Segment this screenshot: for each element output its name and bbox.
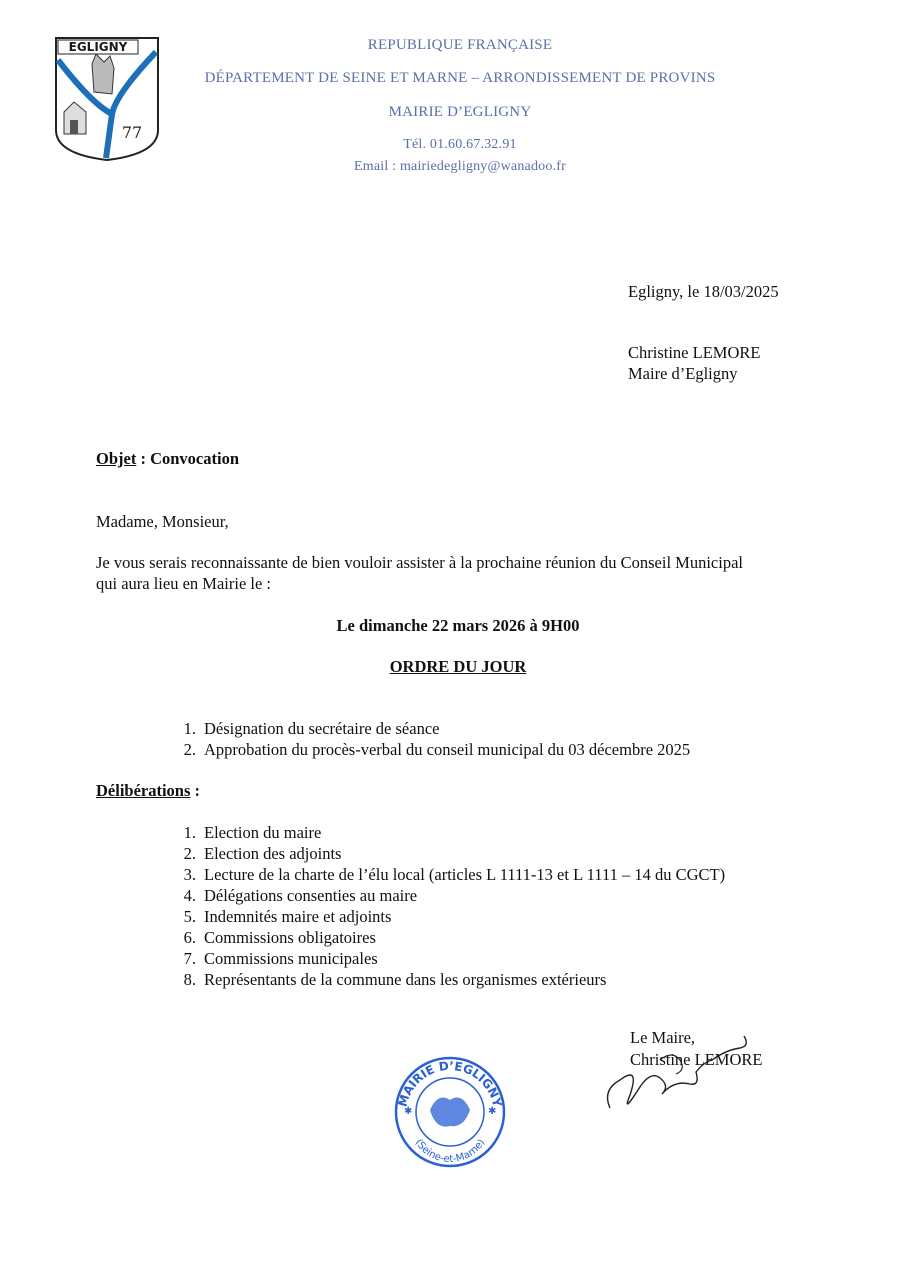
agenda-item: 2. Approbation du procès-verbal du conseil municipal du 03 décembre 2025 — [183, 740, 691, 759]
agenda-title: ORDRE DU JOUR — [389, 657, 527, 676]
header-mairie: MAIRIE D’EGLIGNY — [388, 104, 532, 120]
object-label: Objet — [96, 449, 137, 468]
deliberations-title: Délibérations — [96, 781, 191, 800]
signature-scribble — [600, 1020, 770, 1120]
stamp-top-text: MAIRIE D’EGLIGNY — [395, 1058, 505, 1109]
object-sep: : — [136, 449, 151, 468]
header-department: DÉPARTEMENT DE SEINE ET MARNE – ARRONDISSEMENT DE PROVINS — [204, 70, 716, 86]
intro-line-2: qui aura lieu en Mairie le : — [96, 574, 272, 593]
egligny-crest-logo — [52, 34, 162, 162]
deliberation-item: 5. Indemnités maire et adjoints — [183, 907, 392, 926]
header-republic: REPUBLIQUE FRANÇAISE — [367, 37, 553, 53]
salutation: Madame, Monsieur, — [96, 512, 229, 531]
agenda-item: 1. Désignation du secrétaire de séance — [183, 719, 440, 738]
logo-text: EGLIGNY — [68, 40, 128, 54]
object-value: Convocation — [150, 449, 239, 468]
header-phone: Tél. 01.60.67.32.91 — [403, 137, 517, 152]
deliberation-item: 2. Election des adjoints — [183, 844, 342, 863]
sender-name: Christine LEMORE — [628, 343, 761, 362]
logo-number: 77 — [121, 123, 143, 142]
deliberation-item: 6. Commissions obligatoires — [183, 928, 376, 947]
deliberations-list — [176, 822, 856, 990]
deliberation-item: 3. Lecture de la charte de l’élu local (articles L 1111-13 et L 1111 – 14 du CGCT) — [183, 865, 726, 884]
deliberation-item: 1. Election du maire — [183, 823, 322, 842]
meeting-date: Le dimanche 22 mars 2026 à 9H00 — [336, 616, 580, 635]
deliberation-item: 7. Commissions municipales — [183, 949, 378, 968]
svg-text:✱: ✱ — [488, 1106, 497, 1117]
closing-name: Christine LEMORE — [630, 1050, 763, 1069]
svg-text:(Seine-et-Marne) — [413, 1137, 488, 1165]
stamp-bottom-text: (Seine-et-Marne) — [412, 1137, 488, 1166]
sender-title: Maire d’Egligny — [628, 364, 738, 383]
date-line: Egligny, le 18/03/2025 — [628, 282, 779, 301]
intro-line-1: Je vous serais reconnaissante de bien vouloir assister à la prochaine réunion du Conseil Municipal — [96, 553, 743, 572]
mairie-stamp — [388, 1052, 512, 1170]
header-email: Email : mairiedegligny@wanadoo.fr — [354, 159, 566, 174]
agenda-list — [176, 718, 816, 760]
svg-text:✱: ✱ — [404, 1106, 413, 1117]
deliberations-heading — [96, 780, 200, 801]
deliberation-item: 8. Représentants de la commune dans les organismes extérieurs — [183, 970, 607, 989]
closing-role: Le Maire, — [630, 1028, 696, 1047]
deliberations-sep: : — [190, 781, 201, 800]
deliberation-item: 4. Délégations consenties au maire — [183, 886, 418, 905]
object-line — [96, 448, 239, 469]
